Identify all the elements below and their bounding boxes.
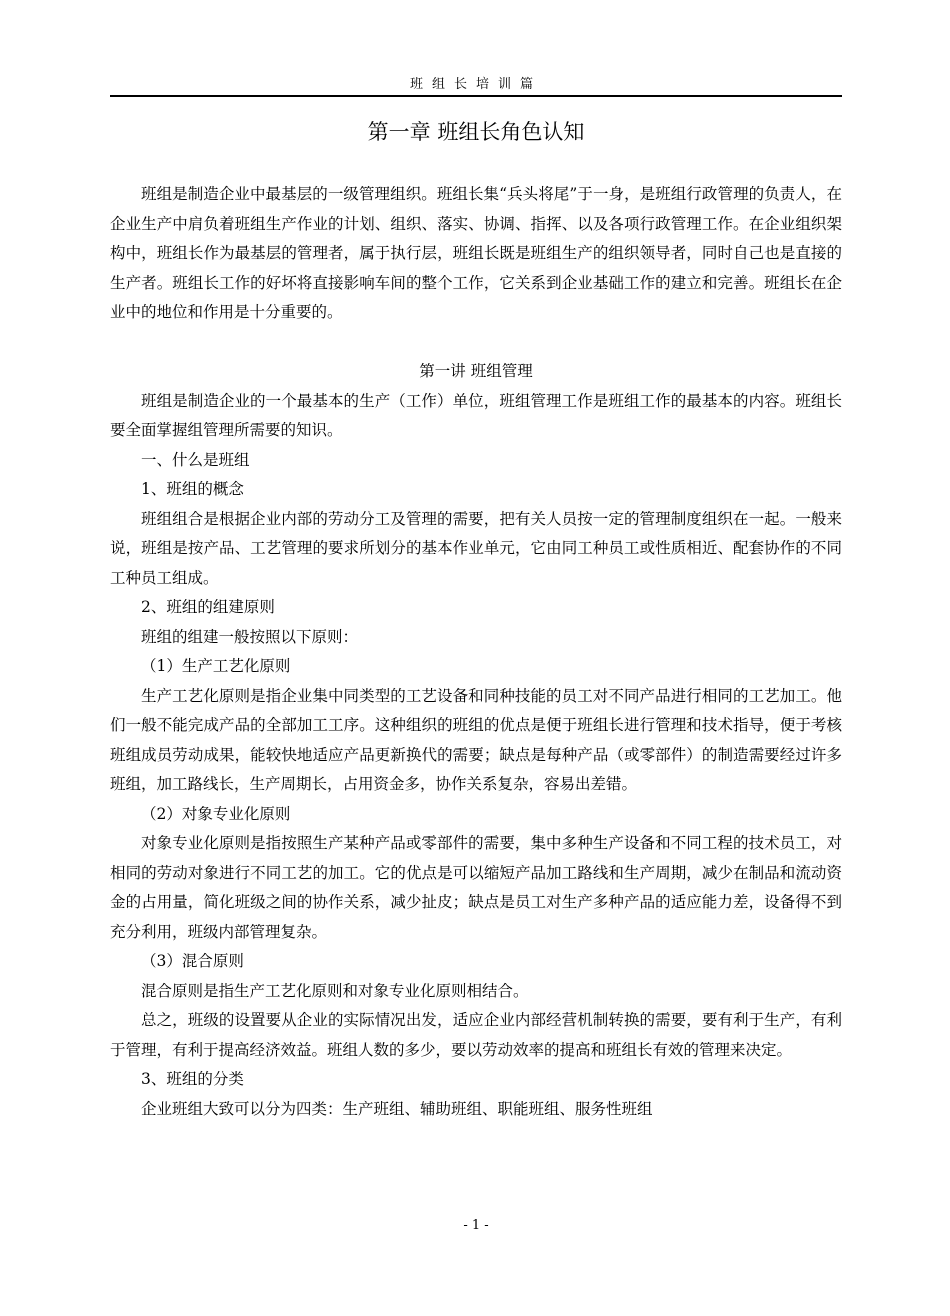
paragraph: 班组的组建一般按照以下原则： (141, 627, 359, 646)
page-number: - 1 - (463, 1218, 489, 1233)
paragraph: 企业班组大致可以分为四类：生产班组、辅助班组、职能班组、服务性班组 (141, 1099, 653, 1118)
subsection-heading: 2、班组的组建原则 (141, 598, 275, 616)
paragraph: 班组是制造企业的一个最基本的生产（工作）单位，班组管理工作是班组工作的最基本的内容。班组长要全面掌握组管理所需要的知识。 (110, 391, 842, 439)
header-rule (110, 95, 842, 97)
intro-paragraph: 班组是制造企业中最基层的一级管理组织。班组长集“兵头将尾”于一身，是班组行政管理的负责人，在企业生产中肩负着班组生产作业的计划、组织、落实、协调、指挥、以及各项行政管理工作。在企业组织架构中，班组长作为最基层的管理者，属于执行层，班组长既是班组生产的组织领导者，同时自己也是直接的生产者。班组长工作的好坏将直接影响车间的整个工作，它关系到企业基础工作的建立和完善。班组长在企业中的地位和作用是十分重要的。 (110, 185, 842, 321)
paragraph: 对象专业化原则是指按照生产某种产品或零部件的需要，集中多种生产设备和不同工程的技术员工，对相同的劳动对象进行不同工艺的加工。它的优点是可以缩短产品加工路线和生产周期，减少在制品和流动资金的占用量，简化班级之间的协作关系，减少扯皮；缺点是员工对生产多种产品的适应能力差，设备得不到充分利用，班级内部管理复杂。 (110, 834, 842, 941)
section-heading: 一、什么是班组 (141, 450, 250, 469)
list-item-heading: （1）生产工艺化原则 (141, 657, 291, 675)
paragraph: 生产工艺化原则是指企业集中同类型的工艺设备和同种技能的员工对不同产品进行相同的工艺加工。他们一般不能完成产品的全部加工工序。这种组织的班组的优点是便于班组长进行管理和技术指导，便于考核班组成员劳动成果，能较快地适应产品更新换代的需要；缺点是每种产品（或零部件）的制造需要经过许多班组，加工路线长，生产周期长，占用资金多，协作关系复杂，容易出差错。 (110, 686, 842, 793)
paragraph: 混合原则是指生产工艺化原则和对象专业化原则相结合。 (141, 981, 529, 1000)
lecture-title: 第一讲 班组管理 (419, 362, 533, 380)
list-item-heading: （3）混合原则 (141, 952, 244, 970)
running-header: 班组长培训篇 (409, 77, 542, 92)
spacer (110, 328, 842, 358)
paragraph: 总之，班级的设置要从企业的实际情况出发，适应企业内部经营机制转换的需要，要有利于生产，有利于管理，有利于提高经济效益。班组人数的多少，要以劳动效率的提高和班组长有效的管理来决定。 (110, 1011, 842, 1059)
paragraph: 班组组合是根据企业内部的劳动分工及管理的需要，把有关人员按一定的管理制度组织在一起。一般来说，班组是按产品、工艺管理的要求所划分的基本作业单元，它由同工种员工或性质相近、配套协作的不同工种员工组成。 (110, 509, 842, 587)
list-item-heading: （2）对象专业化原则 (141, 804, 291, 823)
chapter-title: 第一章 班组长角色认知 (367, 120, 585, 144)
subsection-heading: 1、班组的概念 (141, 480, 244, 498)
subsection-heading: 3、班组的分类 (141, 1070, 244, 1088)
document-body (110, 180, 842, 1124)
